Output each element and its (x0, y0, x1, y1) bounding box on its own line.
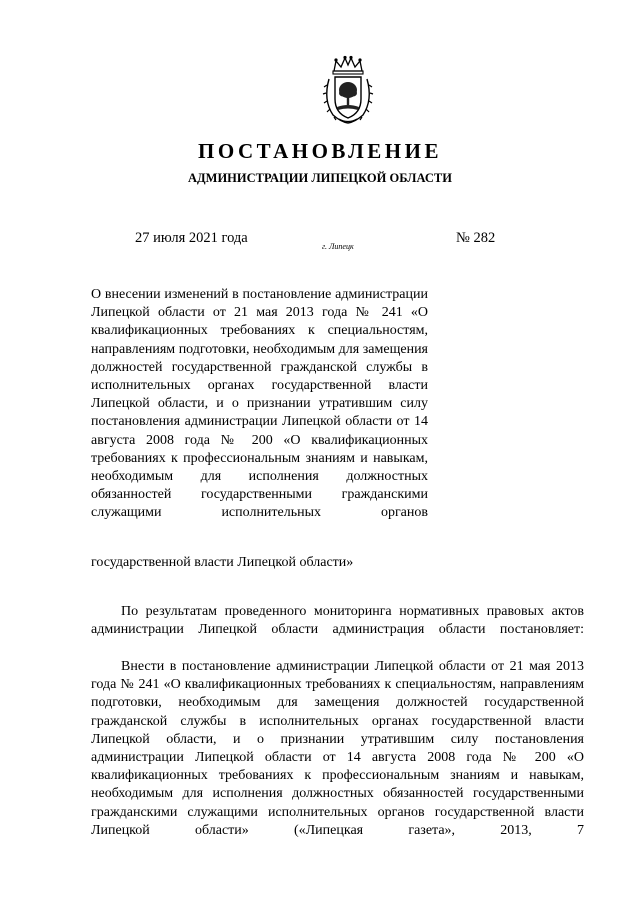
document-date: 27 июля 2021 года (135, 230, 248, 246)
document-title: ПОСТАНОВЛЕНИЕ (198, 139, 442, 163)
subject-heading-last-line: государственной власти Липецкой области» (91, 555, 354, 570)
body-paragraph-1: По результатам проведенного мониторинга нормативных правовых актов администрации Липецкой области администрация области постановляет: (91, 604, 584, 638)
document-subtitle: АДМИНИСТРАЦИИ ЛИПЕЦКОЙ ОБЛАСТИ (188, 171, 452, 185)
body-paragraph-2: Внести в постановление администрации Липецкой области от 21 мая 2013 года № 241 «О квалификационных требованиях к специальностям, направлениям подготовки, необходимым для замещения должностей государственной гражданской службы в исполнительных органах государственной власти Липецкой области, и о признании утратившим силу постановления администрации Липецкой области от 14 августа 2008 года № 200 «О квалификационных требованиях к профессиональным знаниям и навыкам, необходимым для исполнения должностных обязанностей государственными гражданскими служащими исполнительных органов государственной власти Липецкой области» («Липецкая газета», 2013, 7 (91, 659, 584, 838)
document-city: г. Липецк (322, 242, 354, 251)
coat-of-arms-icon (321, 55, 375, 125)
document-number: № 282 (456, 230, 496, 246)
subject-heading: О внесении изменений в постановление администрации Липецкой области от 21 мая 2013 года № 241 «О квалификационных требованиях к специальностям, направлениям подготовки, необходимым для замещения должностей государственной гражданской службы в исполнительных органах государственной власти Липецкой области, и о признании утратившим силу постановления администрации Липецкой области от 14 августа 2008 года № 200 «О квалификационных требованиях к профессиональным знаниям и навыкам, необходимым для исполнения должностных обязанностей государственными гражданскими служащими исполнительных органов (91, 287, 428, 521)
